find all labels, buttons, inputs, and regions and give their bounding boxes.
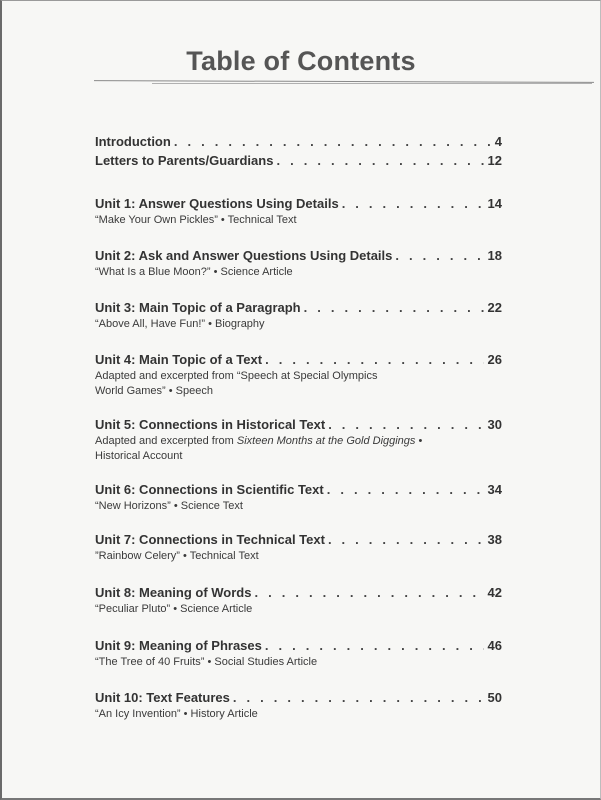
toc-entry-unit-7 — [95, 532, 502, 564]
toc-entry-page: 26 — [487, 352, 502, 367]
toc-entry-detail: Historical Account — [95, 450, 183, 462]
toc-entry-label: Unit 6: Connections in Scientific Text — [95, 482, 324, 497]
toc-entry-detail: “An Icy Invention” • History Article — [95, 708, 258, 720]
toc-entry-page: 18 — [487, 248, 502, 263]
toc-entry-page: 42 — [487, 585, 502, 600]
toc-entry-page: 50 — [487, 690, 502, 705]
toc-entry-label: Unit 1: Answer Questions Using Details — [95, 196, 339, 211]
toc-entry-detail: ”Rainbow Celery” • Technical Text — [95, 550, 259, 562]
toc-entry-page: 22 — [487, 300, 502, 315]
toc-entry-label: Unit 7: Connections in Technical Text — [95, 532, 325, 547]
toc-entry-label: Unit 8: Meaning of Words — [95, 585, 252, 600]
toc-entry-label: Unit 4: Main Topic of a Text — [95, 352, 263, 367]
toc-entry-page: 30 — [487, 417, 502, 432]
toc-entry-unit-6 — [95, 482, 502, 514]
toc-entry-page: 34 — [487, 482, 502, 497]
toc-entry-page: 46 — [487, 638, 502, 653]
toc-entry-detail: “Above All, Have Fun!” • Biography — [95, 318, 265, 330]
toc-entry-letters — [95, 153, 502, 169]
page-title: Table of Contents — [186, 46, 416, 76]
book-title: Sixteen Months at the Gold Diggings — [236, 435, 416, 447]
toc-entry-unit-2 — [95, 248, 502, 280]
toc-entry-page: 4 — [494, 134, 502, 149]
toc-entry-detail: Adapted and excerpted from “Speech at Special Olympics — [95, 370, 378, 382]
toc-entry-label: Unit 10: Text Features — [95, 690, 230, 705]
toc-entry-introduction — [95, 134, 502, 150]
toc-entry-detail: “New Horizons” • Science Text — [95, 500, 243, 512]
toc-entry-label: Unit 5: Connections in Historical Text — [95, 417, 326, 432]
toc-entry-unit-5 — [95, 417, 502, 464]
toc-entry-page: 12 — [487, 153, 502, 168]
toc-entry-label: Introduction — [95, 134, 171, 149]
toc-entry-unit-10 — [95, 690, 502, 722]
toc-entry-label: Letters to Parents/Guardians — [95, 153, 274, 168]
toc-entry-page: 14 — [487, 196, 502, 211]
toc-entry-label: Unit 9: Meaning of Phrases — [95, 638, 262, 653]
toc-entry-detail: “The Tree of 40 Fruits” • Social Studies Article — [95, 656, 318, 668]
toc-entry-unit-1 — [95, 196, 502, 228]
toc-entry-unit-4 — [95, 352, 502, 399]
toc-entry-unit-9 — [95, 638, 502, 670]
toc-entry-label: Unit 2: Ask and Answer Questions Using Details — [95, 248, 393, 263]
toc-entry-detail: “What Is a Blue Moon?” • Science Article — [95, 266, 293, 278]
toc-entry-unit-3 — [95, 300, 502, 332]
toc-entry-detail: World Games” • Speech — [95, 385, 213, 397]
toc-entry-label: Unit 3: Main Topic of a Paragraph — [95, 300, 301, 315]
toc-entry-detail: “Make Your Own Pickles” • Technical Text — [95, 214, 297, 226]
toc-entry-detail: “Peculiar Pluto” • Science Article — [95, 603, 253, 615]
toc-entry-unit-8 — [95, 585, 502, 617]
toc-entry-detail: Adapted and excerpted from Sixteen Months at the Gold Diggings • — [95, 435, 423, 447]
title-rule-shadow — [152, 83, 592, 84]
toc-entry-page: 38 — [487, 532, 502, 547]
